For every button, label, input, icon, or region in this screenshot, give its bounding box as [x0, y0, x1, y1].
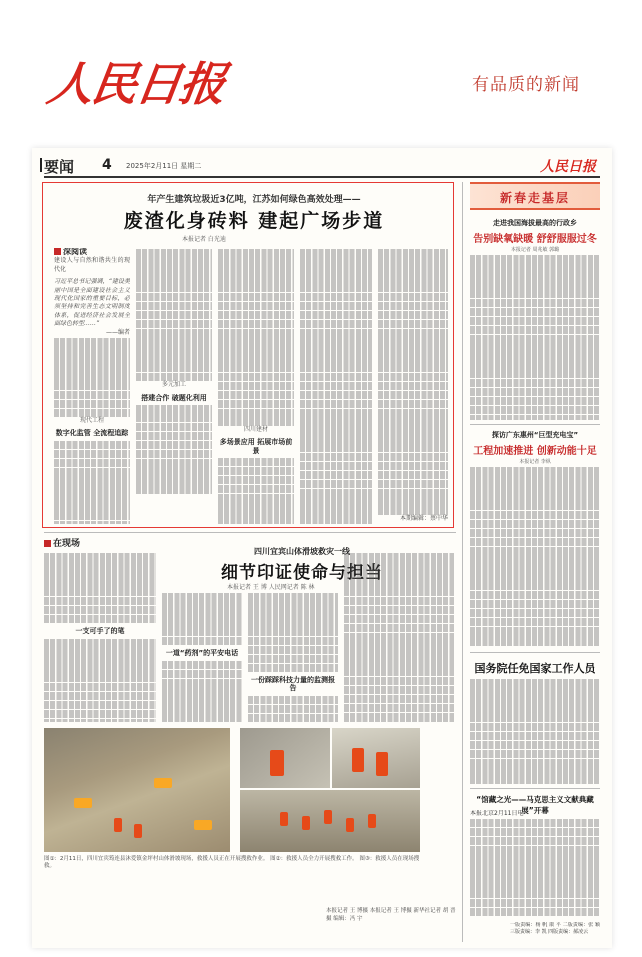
second-subhead-2: 一道“药剂”的平安电话	[165, 649, 239, 658]
spring-banner	[470, 182, 600, 210]
column-divider	[462, 182, 463, 942]
rescuer-shape	[114, 818, 122, 832]
second-subhead-3: 一份踩踩科技力量的监测报告	[251, 676, 335, 693]
sidebar-author: ——编者	[105, 328, 130, 336]
r-story3-body	[470, 678, 600, 784]
landslide-photo-4[interactable]	[240, 790, 420, 852]
lead-closing-author: 本期编辑：蔡中华	[399, 514, 448, 522]
masthead	[0, 0, 642, 140]
r-story2-byline: 本报记者 李纵	[519, 459, 551, 465]
photo-credits: 本报记者 王 博摄 本报记者 王 博摄 新华社记者 胡 晋摄 编辑：冯 宇	[326, 908, 456, 922]
subhead-3-tag: 四川建材	[243, 425, 268, 433]
photo-caption: 图①：2月11日，四川宜宾筠连县沐爱镇金坪村山体滑坡现场，救援人员正在开展搜救作业。 图②：救援人员全力开展搜救工作。 图③：救援人员在现场搜救。	[44, 856, 420, 869]
r-story2-headline[interactable]: 工程加速推进 创新动能十足	[473, 446, 597, 457]
lead-subhead-3: 多场景应用 拓展市场前景	[219, 438, 293, 455]
subhead-1-tag: 现代工程	[79, 417, 104, 425]
lead-column-1	[54, 248, 130, 524]
header-logo: 人民日报	[540, 159, 596, 175]
rescuer-shape	[346, 818, 354, 832]
landslide-photo-1[interactable]	[44, 728, 230, 852]
rescuer-shape	[134, 824, 142, 838]
excavator-shape	[74, 798, 92, 808]
sidebar-title: 深阅读	[63, 248, 87, 256]
page-date: 2025年2月11日 星期二	[126, 162, 202, 170]
r-story1-headline[interactable]: 告别缺氧缺暖 舒舒服服过冬	[473, 234, 597, 245]
r-story1-body	[470, 254, 600, 420]
rescuer-shape	[352, 748, 364, 772]
r-story3-headline[interactable]: 国务院任免国家工作人员	[474, 662, 596, 675]
r-story4-byline: 本报北京2月11日电	[470, 810, 524, 817]
lead-column-2	[136, 248, 212, 524]
story-divider	[44, 532, 456, 533]
landslide-photo-2[interactable]	[240, 728, 330, 788]
rescuer-shape	[368, 814, 376, 828]
lead-column-4	[300, 248, 372, 524]
second-subhead-1: 一支可手了的笔	[75, 627, 125, 636]
lead-column-5	[378, 248, 448, 524]
editor-credits: 一版责编：杨 帆 康 平 二版责编：张 颖 三版责编：李 凯 四版责编：郝凌云	[510, 922, 600, 935]
lead-subhead-1: 数字化监管 全流程追踪	[55, 429, 129, 438]
landslide-photo-3[interactable]	[332, 728, 420, 788]
excavator-shape	[194, 820, 212, 830]
second-headline[interactable]: 细节印证使命与担当	[221, 563, 383, 583]
r-story1-byline: 本报记者 周兆敏 郭璐	[510, 247, 560, 253]
rescuer-shape	[376, 752, 388, 776]
lead-column-3	[218, 248, 294, 524]
second-section-label: 在现场	[44, 536, 104, 549]
lead-subhead-2: 搭建合作 破题化利用	[141, 393, 207, 402]
lead-headline[interactable]: 废渣化身砖料 建起广场步道	[123, 210, 385, 232]
rescuer-shape	[280, 812, 288, 826]
lead-kicker: 年产生建筑垃圾近3亿吨，江苏如何绿色高效处理——	[147, 195, 361, 205]
r-divider-2	[470, 652, 600, 653]
r-story4-body	[470, 810, 600, 920]
red-square-icon	[54, 248, 61, 255]
second-column-1	[44, 552, 156, 722]
page-header	[44, 156, 600, 178]
r-story2-kicker: 探访广东惠州“巨型充电宝”	[491, 431, 579, 439]
sidebar-subtitle: 建设人与自然和谐共生的现代化	[54, 257, 130, 273]
r-divider-3	[470, 788, 600, 789]
lead-byline: 本报记者 白光迪	[182, 236, 226, 243]
excavator-shape	[154, 778, 172, 788]
banner-text: 新春走基层	[499, 191, 570, 205]
sidebar-quote: 习近平总书记强调，“建设美丽中国是全面建设社会主义现代化国家的重要目标，必须坚持和完善生态文明制度体系，促进经济社会发展全面绿色转型……”	[54, 278, 130, 328]
page-number: 4	[102, 157, 112, 173]
second-column-3	[248, 592, 338, 722]
newspaper-page[interactable]	[32, 148, 612, 948]
rescuer-shape	[270, 750, 284, 776]
section-name: 要闻	[44, 158, 75, 176]
second-byline: 本报记者 王 博 人民网记者 陈 林	[227, 584, 315, 591]
r-divider-1	[470, 424, 600, 425]
second-column-2	[162, 592, 242, 722]
red-square-icon	[44, 540, 51, 547]
second-column-4	[344, 552, 454, 722]
masthead-slogan: 有品质的新闻	[472, 75, 580, 95]
rescuer-shape	[324, 810, 332, 824]
people-daily-logo: 人民日报	[43, 57, 228, 111]
r-story2-body	[470, 466, 600, 646]
rescuer-shape	[302, 816, 310, 830]
r-story4-headline[interactable]: “馆藏之光——马克思主义文献典藏展”开幕	[476, 795, 594, 815]
second-kicker: 四川宜宾山体滑坡救灾一线	[254, 547, 350, 556]
r-story1-kicker: 走进我国海拔最高的行政乡	[493, 219, 577, 227]
subhead-2-tag: 多元加工	[161, 381, 186, 389]
